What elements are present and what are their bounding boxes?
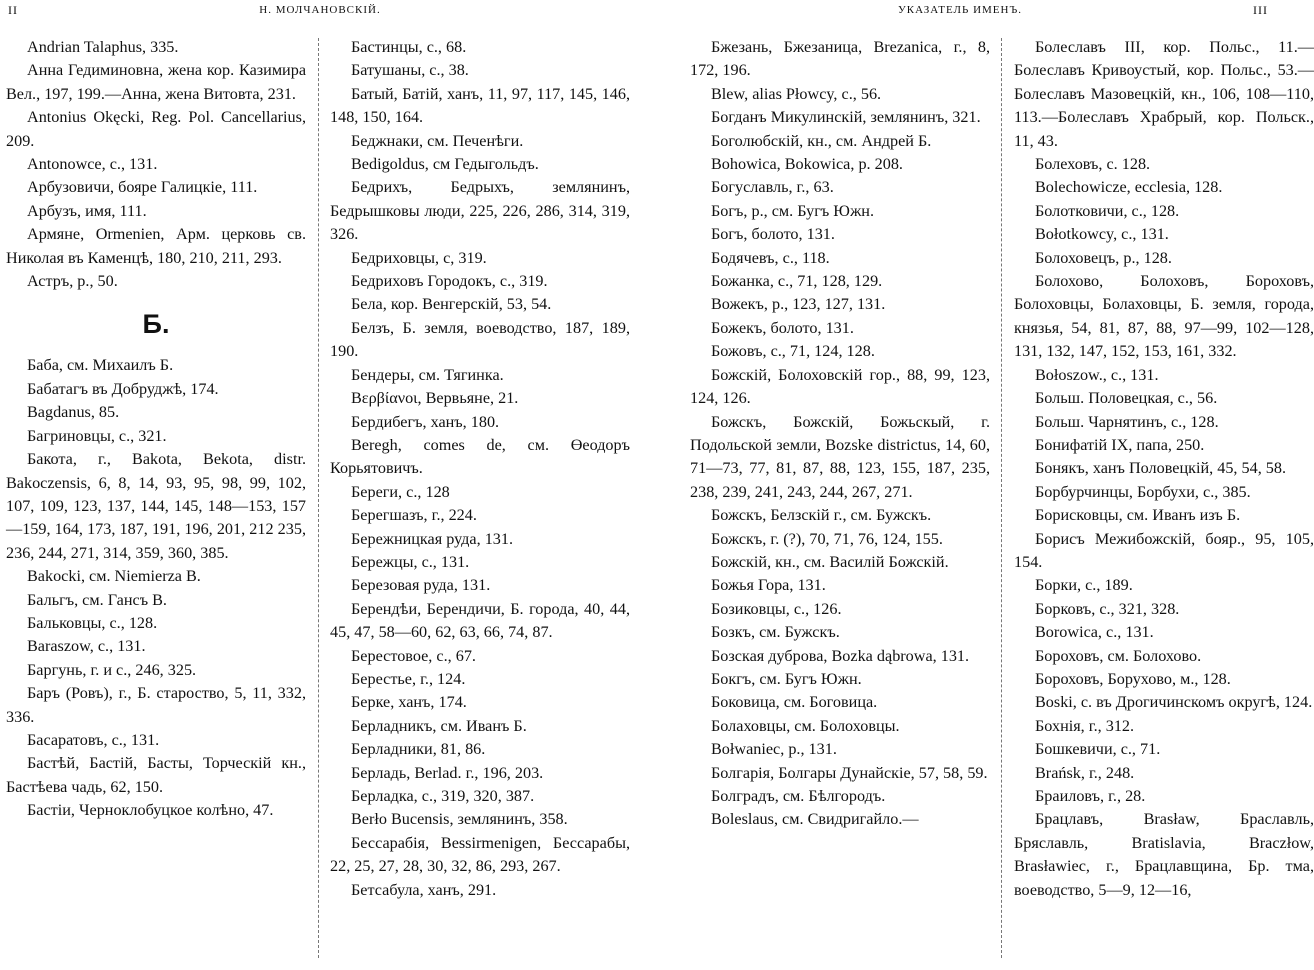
index-entry: Bołoszow., с., 131. (1035, 365, 1159, 384)
index-entry: Берке, ханъ, 174. (351, 693, 467, 712)
index-entry: Божья Гора, 131. (711, 576, 826, 595)
index-entry: Бозкъ, см. Бужскъ. (711, 623, 840, 642)
index-entry: Браиловъ, г., 28. (1035, 787, 1146, 805)
index-entry: Bołotkowcy, с., 131. (1035, 225, 1169, 244)
index-entry: Божскій, кн., см. Василій Божскій. (711, 552, 949, 571)
index-entry: Бела, кор. Венгерскій, 53, 54. (351, 295, 552, 314)
running-title-left: Н. МОЛЧАНОВСКІЙ. (259, 4, 381, 16)
index-entry: Бендеры, см. Тягинка. (351, 365, 504, 384)
index-entry: Бастіи, Черноклобуцкое колѣно, 47. (27, 801, 274, 820)
index-entry: Бозская дуброва, Bozka dąbrowa, 131. (711, 646, 970, 665)
index-entry: Божовъ, с., 71, 124, 128. (711, 342, 875, 361)
index-entry: Астръ, р., 50. (27, 272, 118, 291)
index-entry: Бозиковцы, с., 126. (711, 599, 842, 618)
index-entry: Берегшазъ, г., 224. (351, 506, 477, 525)
index-column-3 (690, 36, 990, 832)
index-entry: Болградъ, см. Бѣлгородъ. (711, 787, 886, 805)
index-entry: Bołwaniec, р., 131. (711, 740, 837, 759)
index-entry: Бедриховцы, с, 319. (351, 248, 487, 267)
index-entry: Божскъ, Белзскій г., см. Бужскъ. (711, 506, 932, 525)
index-entry: Бальгъ, см. Гансъ B. (27, 590, 167, 609)
index-entry: Берендѣи, Берендичи, Б. города, 40, 44, 45, 47, 58—60, 62, 63, 66, 74, 87. (330, 599, 630, 642)
index-entry: Бонякъ, ханъ Половецкій, 45, 54, 58. (1035, 459, 1287, 478)
index-entry: Больш. Половецкая, с., 56. (1035, 389, 1218, 408)
index-entry: Божскъ, Божскій, Божьскый, г. Подольской земли, Bozske districtus, 14, 60, 71—73, 77, 81, 87, 88, 123, 155, 187, 235, 238, 239, 241, 243, 244, 267, 271. (690, 412, 990, 501)
index-column-4 (1014, 36, 1314, 902)
index-entry: Blew, alias Płowcy, с., 56. (711, 84, 882, 103)
index-entry: Бокгъ, см. Бугъ Южн. (711, 669, 862, 688)
index-entry: Berło Bucensis, землянинъ, 358. (351, 810, 568, 829)
index-entry: Bedigoldus, см Гедыгольдъ. (351, 155, 539, 174)
left-page (0, 0, 640, 970)
index-entry: Andrian Talaphus, 335. (27, 38, 179, 56)
index-entry: Батушаны, с., 38. (351, 61, 469, 80)
index-entry: Берладники, 81, 86. (351, 740, 486, 759)
index-entry: Бастинцы, с., 68. (351, 38, 467, 56)
page-number-left: II (8, 3, 18, 17)
index-entry: Белзъ, Б. земля, воеводство, 187, 189, 190. (330, 318, 630, 361)
index-entry: Болгарія, Болгары Дунайскіе, 57, 58, 59. (711, 763, 988, 782)
index-entry: Antonius Okęcki, Reg. Pol. Cancellarius, 209. (6, 108, 306, 150)
index-entry: Болотковичи, с., 128. (1035, 201, 1180, 220)
index-entry: Brańsk, г., 248. (1035, 763, 1135, 782)
index-entry: Бердибегъ, ханъ, 180. (351, 412, 500, 431)
index-entry: Бжезань, Бжезаница, Brezanica, г., 8, 172, 196. (690, 38, 990, 80)
index-entry: Boski, с. въ Дрогичинскомъ округѣ, 124. (1035, 693, 1313, 712)
column-divider-left (318, 38, 319, 958)
index-column-2 (330, 36, 630, 902)
column-divider-right (1001, 38, 1002, 958)
index-entry: Беджнаки, см. Печенѣги. (351, 131, 524, 150)
index-entry: Божскъ, г. (?), 70, 71, 76, 124, 155. (711, 529, 943, 548)
index-entry: Бороховъ, см. Болохово. (1035, 646, 1202, 665)
index-entry: Березовая руда, 131. (351, 576, 491, 595)
index-entry: Бороховъ, Борухово, м., 128. (1035, 669, 1231, 688)
index-entry: Болоховецъ, р., 128. (1035, 248, 1172, 267)
index-entry: Бастѣй, Бастій, Басты, Торческій кн., Бастѣева чадь, 62, 150. (6, 754, 306, 796)
index-entry: Армяне, Ormenien, Арм. церковь св. Николая въ Каменцѣ, 180, 210, 211, 293. (6, 225, 306, 267)
index-entry: Багриновцы, с., 321. (27, 426, 167, 445)
index-entry: Bagdanus, 85. (27, 403, 120, 422)
index-entry: Борисъ Межибожскій, бояр., 95, 105, 154. (1014, 529, 1314, 571)
index-entry: Божанка, с., 71, 128, 129. (711, 272, 883, 291)
index-entry: Боголюбскій, кн., см. Андрей Б. (711, 131, 932, 150)
running-title-right: УКАЗАТЕЛЬ ИМЕНЪ. (897, 4, 1022, 16)
index-entry: Береги, с., 128 (351, 482, 450, 501)
index-entry: Больш. Чарнятинъ, с., 128. (1035, 412, 1219, 431)
running-head-right (640, 0, 1280, 22)
index-entry: Борковъ, с., 321, 328. (1035, 599, 1180, 618)
index-entry: Арбузъ, имя, 111. (27, 201, 147, 220)
index-entry: Брацлавъ, Brasław, Браславль, Бряславль, Bratislavia, Braczłow, Brasławiec, г., Брацлавщина, Бр. тма, воеводство, 5—9, 12—16, (1014, 810, 1314, 899)
index-entry: Бедрихъ, Бедрыхъ, землянинъ, Бедрышковы люди, 225, 226, 286, 314, 319, 326. (330, 178, 630, 244)
index-entry: Божскій, Болоховскій гор., 88, 99, 123, 124, 126. (690, 365, 990, 408)
index-entry: Арбузовичи, бояре Галицкіе, 111. (27, 178, 258, 197)
index-entry: Болеховъ, с. 128. (1035, 155, 1151, 174)
index-entry: Beregh, comes de, см. Өеодоръ Корьятовичъ. (330, 435, 630, 478)
index-column-1 (6, 36, 306, 823)
index-entry: Бережницкая руда, 131. (351, 529, 514, 548)
index-entry: Бессарабія, Bessirmenigen, Бессарабы, 22, 25, 27, 28, 30, 32, 86, 293, 267. (330, 833, 630, 876)
index-entry: Баргунь, г. и с., 246, 325. (27, 660, 197, 679)
index-entry: Болаховцы, см. Болоховцы. (711, 716, 900, 735)
index-entry: Вожекъ, р., 123, 127, 131. (711, 295, 886, 314)
index-entry: Богъ, болото, 131. (711, 225, 835, 244)
index-entry: Бохнія, г., 312. (1035, 716, 1135, 735)
index-entry: Боковица, см. Боговица. (711, 693, 878, 712)
index-entry: Бедриховъ Городокъ, с., 319. (351, 272, 548, 291)
index-entry: Boleslaus, см. Свидригайло.— (711, 810, 919, 829)
index-entry: Берладникъ, см. Иванъ Б. (351, 716, 527, 735)
index-entry: Antonowce, с., 131. (27, 155, 158, 174)
index-entry: Борисковцы, см. Иванъ изъ Б. (1035, 506, 1241, 525)
running-head-left (0, 0, 640, 22)
letter-heading: Б. (142, 309, 170, 340)
index-entry: Bolechowicze, ecclesia, 128. (1035, 178, 1223, 197)
index-entry: Баба, см. Михаилъ Б. (27, 356, 174, 375)
index-entry: Анна Гедиминовна, жена кор. Казимира Вел., 197, 199.—Анна, жена Витовта, 231. (6, 61, 306, 103)
index-entry: Берестовое, с., 67. (351, 646, 476, 665)
index-entry: Богданъ Микулинскій, землянинъ, 321. (711, 108, 981, 127)
index-entry: Болохово, Болоховъ, Бороховъ, Болоховцы, Болаховцы, Б. земля, города, князья, 54, 81, 87, 88, 97—99, 102—128, 131, 132, 147, 152, 153, 161, 332. (1014, 272, 1314, 361)
index-entry: Бетсабула, ханъ, 291. (351, 880, 497, 899)
index-entry: Bohowica, Bokowica, р. 208. (711, 155, 903, 174)
index-entry: Бабатагъ въ Добруджѣ, 174. (27, 379, 219, 398)
index-entry: Baraszow, с., 131. (27, 637, 146, 656)
index-entry: Басаратовъ, с., 131. (27, 730, 160, 749)
index-entry: Берладка, с., 319, 320, 387. (351, 787, 535, 805)
right-page (640, 0, 1314, 970)
index-entry: Borowica, с., 131. (1035, 623, 1154, 642)
index-entry: Бодячевъ, с., 118. (711, 248, 830, 267)
index-entry: Богъ, р., см. Бугъ Южн. (711, 201, 875, 220)
index-entry: Бонифатій IX, папа, 250. (1035, 435, 1205, 454)
index-entry: Бакота, г., Bakota, Bekota, distr. Bakoczensis, 6, 8, 14, 93, 95, 98, 99, 102, 107, 109, 123, 137, 144, 145, 148—153, 157—159, 164, 173, 187, 191, 196, 201, 212 235, 236, 244, 271, 314, 359, 360, 385. (6, 450, 306, 562)
index-entry: Батый, Батій, ханъ, 11, 97, 117, 145, 146, 148, 150, 164. (330, 84, 630, 127)
index-entry: Бошкевичи, с., 71. (1035, 740, 1161, 759)
index-entry: Бальковцы, с., 128. (27, 613, 158, 632)
page-number-right: III (1253, 3, 1268, 17)
index-entry: Борки, с., 189. (1035, 576, 1133, 595)
index-entry: Берестье, г., 124. (351, 669, 466, 688)
index-entry: Болеславъ III, кор. Польс., 11.—Болеславъ Кривоустый, кор. Польс., 53.—Болеславъ Мазовецкій, кн., 106, 108—110, 113.—Болеславъ Храбрый, кор. Польск., 11, 43. (1014, 38, 1314, 150)
index-entry: Bakocki, см. Niemierza B. (27, 567, 201, 586)
index-entry: Бережцы, с., 131. (351, 552, 470, 571)
index-entry: Берладь, Berlad. г., 196, 203. (351, 763, 544, 782)
index-entry: Баръ (Ровъ), г., Б. староство, 5, 11, 332, 336. (6, 684, 306, 726)
index-entry: Βερβίανοι, Вервьяне, 21. (351, 389, 519, 408)
index-entry: Богуславль, г., 63. (711, 178, 834, 197)
index-entry: Борбурчинцы, Борбухи, с., 385. (1035, 482, 1251, 501)
index-entry: Божекъ, болото, 131. (711, 318, 854, 337)
